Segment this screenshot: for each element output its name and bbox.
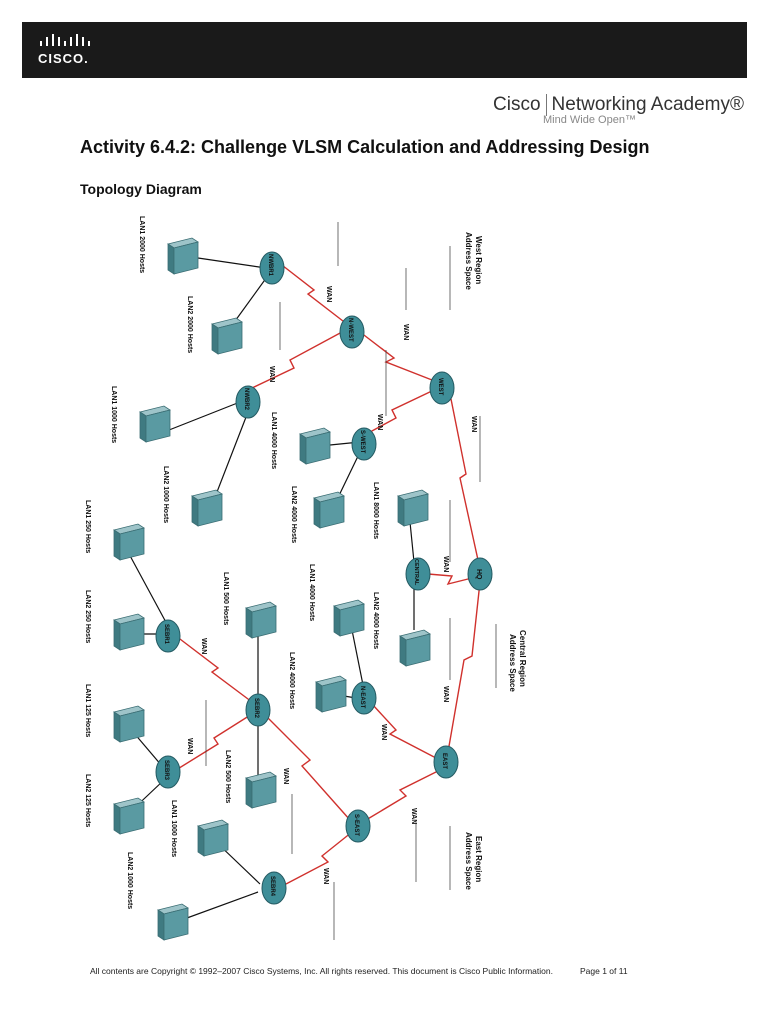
- router-sebr4: [262, 872, 286, 904]
- lan-label: LAN2 4000 Hosts: [288, 652, 295, 710]
- routers: [156, 252, 492, 904]
- lan-label: LAN1 500 Hosts: [222, 572, 229, 626]
- lan-link-nwbr1-lan1: [198, 258, 266, 268]
- region-label-east-sub: Address Space: [464, 832, 473, 890]
- switch-icon: [334, 600, 364, 636]
- switch-icon: [158, 904, 188, 940]
- wan-label: WAN: [200, 638, 207, 655]
- lan-label: LAN2 500 Hosts: [224, 750, 231, 804]
- switch-icon: [300, 428, 330, 464]
- router-label: NWBR1: [267, 254, 273, 276]
- switch-icon: [246, 602, 276, 638]
- lan-label: LAN2 1000 Hosts: [126, 852, 133, 910]
- switch-icon: [140, 406, 170, 442]
- region-label-west-sub: Address Space: [464, 232, 473, 290]
- router-label: S-WEST: [359, 430, 365, 454]
- wan-link-seast-east: [366, 770, 440, 820]
- lan-label: LAN1 125 Hosts: [84, 684, 91, 738]
- wan-link-sebr4-seast: [286, 832, 352, 884]
- router-label: N-WEST: [347, 318, 353, 342]
- lan-label: LAN2 4000 Hosts: [372, 592, 379, 650]
- router-nwbr1: [260, 252, 284, 284]
- wan-label: WAN: [410, 808, 417, 825]
- wan-link-hq-east: [448, 582, 480, 752]
- switches: [114, 238, 430, 940]
- lan-link-nwbr2-lan1: [164, 402, 240, 432]
- wan-links: [176, 262, 480, 884]
- router-nwest: [340, 316, 364, 348]
- lan-label: LAN2 4000 Hosts: [290, 486, 297, 544]
- section-heading: Topology Diagram: [80, 181, 202, 197]
- switch-icon: [212, 318, 242, 354]
- academy-brand-name: Networking Academy®: [551, 94, 744, 115]
- wan-link-sebr2-seast: [264, 714, 350, 820]
- lan-label: LAN1 1000 Hosts: [170, 800, 177, 858]
- router-sebr2: [246, 694, 270, 726]
- lan-label: LAN1 2000 Hosts: [138, 216, 145, 274]
- lan-label: LAN2 2000 Hosts: [186, 296, 193, 354]
- router-neast: [352, 682, 376, 714]
- wan-link-nwest-west: [360, 332, 432, 380]
- router-label: SEBR4: [269, 876, 275, 897]
- switch-icon: [316, 676, 346, 712]
- lan-label: LAN2 1000 Hosts: [162, 466, 169, 524]
- wan-label: WAN: [470, 416, 477, 433]
- router-swest: [352, 428, 376, 460]
- wan-label: WAN: [322, 868, 329, 885]
- router-label: S-EAST: [353, 814, 359, 837]
- page-number: Page 1 of 11: [580, 966, 628, 976]
- router-hq: [468, 558, 492, 590]
- switch-icon: [114, 798, 144, 834]
- cisco-logo: [38, 34, 98, 68]
- wan-label: WAN: [442, 686, 449, 703]
- router-nwbr2: [236, 386, 260, 418]
- region-label-west: West Region: [474, 236, 483, 285]
- wan-label: WAN: [325, 286, 332, 303]
- switch-icon: [314, 492, 344, 528]
- wan-link-nwbr2-nwest: [252, 332, 342, 388]
- wan-label: WAN: [376, 414, 383, 431]
- topology-diagram: [80, 210, 550, 950]
- router-sebr3: [156, 756, 180, 788]
- router-west: [430, 372, 454, 404]
- router-label: WEST: [437, 378, 443, 396]
- switch-icon: [398, 490, 428, 526]
- switch-icon: [114, 706, 144, 742]
- lan-label: LAN1 4000 Hosts: [270, 412, 277, 470]
- switch-icon: [198, 820, 228, 856]
- top-banner: [22, 22, 747, 78]
- wan-label: WAN: [380, 724, 387, 741]
- router-label: N-EAST: [359, 686, 365, 709]
- router-label: SEBR2: [253, 698, 259, 719]
- lan-label: LAN1 1000 Hosts: [110, 386, 117, 444]
- page-title: Activity 6.4.2: Challenge VLSM Calculation and Addressing Design: [80, 137, 650, 157]
- academy-tagline: Mind Wide Open™: [543, 114, 636, 126]
- wan-label: WAN: [442, 556, 449, 573]
- switch-icon: [246, 772, 276, 808]
- wan-label: WAN: [268, 366, 275, 383]
- lan-label: LAN2 125 Hosts: [84, 774, 91, 828]
- academy-brand-cisco: Cisco: [493, 94, 541, 115]
- router-label: NWBR2: [243, 388, 249, 410]
- router-label: SEBR3: [163, 760, 169, 781]
- wan-link-sebr1-sebr2: [176, 636, 252, 702]
- switch-icon: [400, 630, 430, 666]
- wan-link-nwbr1-nwest: [278, 262, 352, 328]
- router-label: SEBR1: [163, 624, 169, 645]
- switch-icon: [192, 490, 222, 526]
- lan-label: LAN2 250 Hosts: [84, 590, 91, 644]
- router-sebr1: [156, 620, 180, 652]
- switch-icon: [114, 614, 144, 650]
- brand-divider: [546, 94, 547, 116]
- router-label: EAST: [441, 753, 447, 770]
- switch-icon: [114, 524, 144, 560]
- region-label-central: Central Region: [518, 630, 527, 687]
- academy-brand: [493, 94, 744, 126]
- lan-label: LAN1 8000 Hosts: [372, 482, 379, 540]
- lan-link-central-lan1: [410, 522, 414, 562]
- router-label: HQ: [475, 569, 482, 580]
- wan-label: WAN: [186, 738, 193, 755]
- router-label: CENTRAL: [413, 559, 419, 586]
- footer-copyright: All contents are Copyright © 1992–2007 Cisco Systems, Inc. All rights reserved. This document is Cisco Public Information.: [90, 966, 553, 976]
- region-label-central-sub: Address Space: [508, 634, 517, 692]
- wan-label: WAN: [402, 324, 409, 341]
- lan-label: LAN1 4000 Hosts: [308, 564, 315, 622]
- region-label-east: East Region: [474, 836, 483, 883]
- wan-label: WAN: [282, 768, 289, 785]
- router-east: [434, 746, 458, 778]
- router-seast: [346, 810, 370, 842]
- switch-icon: [168, 238, 198, 274]
- wan-link-central-hq: [428, 574, 472, 584]
- lan-label: LAN1 250 Hosts: [84, 500, 91, 554]
- router-central: [406, 558, 430, 590]
- cisco-bridge-icon: [38, 34, 98, 48]
- cisco-wordmark: CISCO.: [38, 51, 89, 66]
